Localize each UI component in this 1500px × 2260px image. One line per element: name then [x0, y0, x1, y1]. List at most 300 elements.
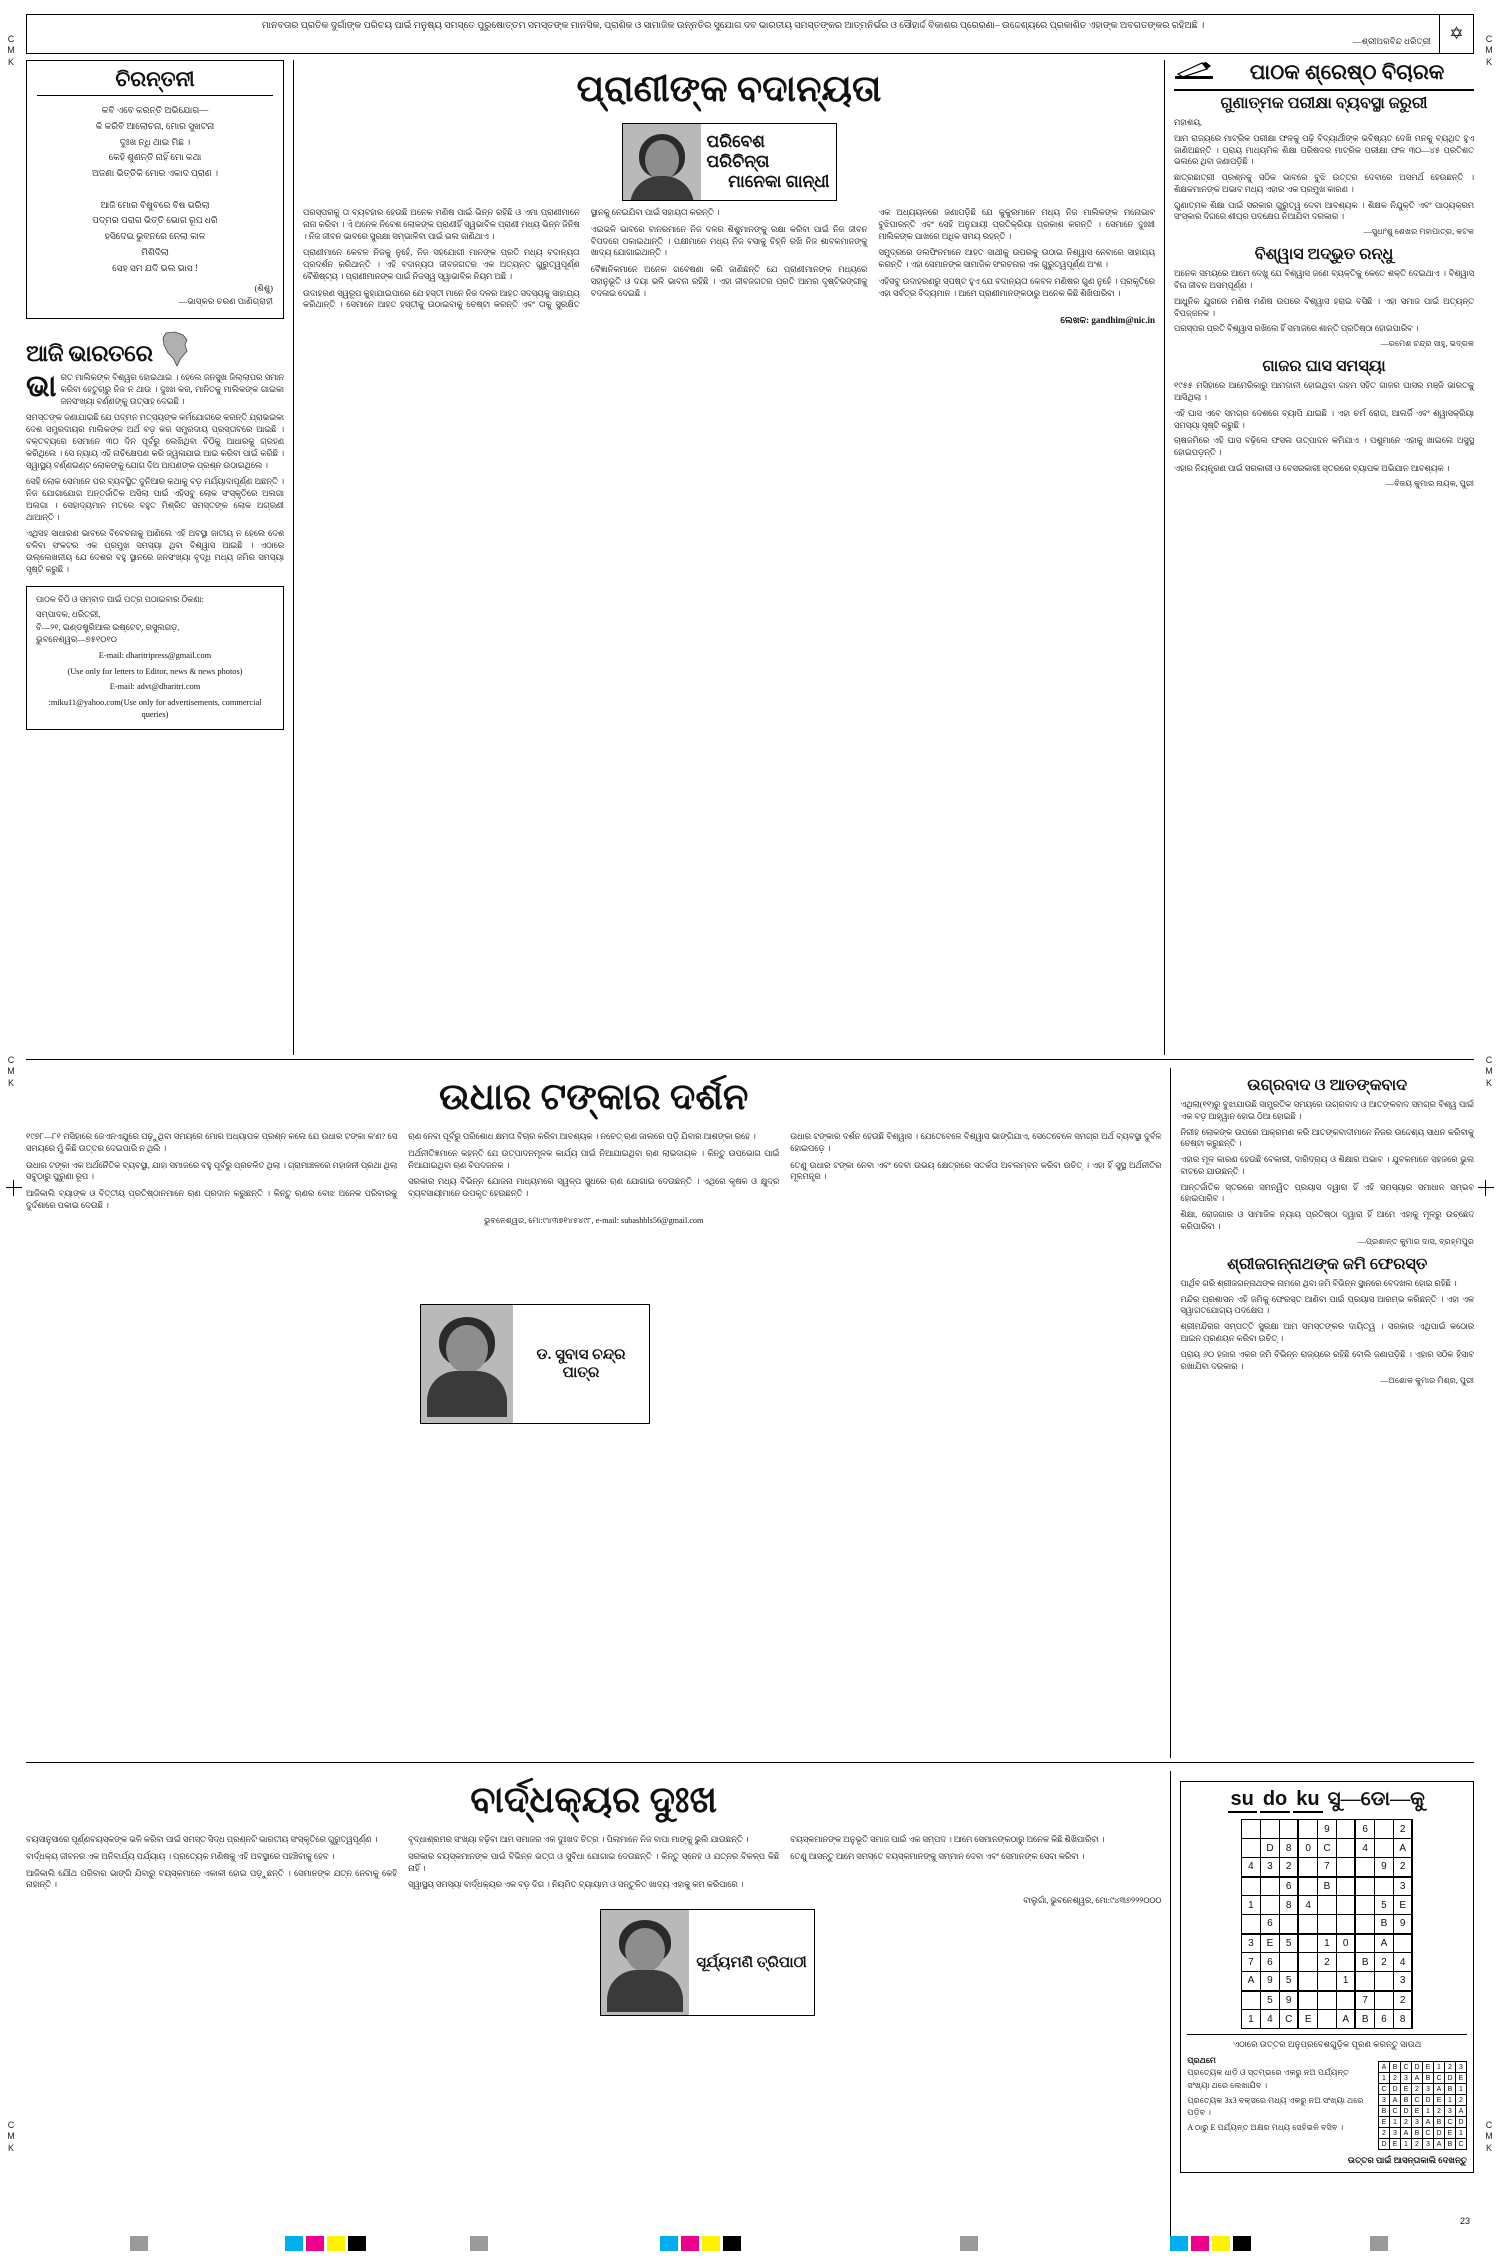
paragraph: A ଠାରୁ E ପର୍ଯ୍ୟନ୍ତ ଅକ୍ଷର ମଧ୍ୟ ସେହିଭଳି ବସିବ । — [1187, 2123, 1344, 2133]
reader-letter-signature: —ରମେଶ ଚନ୍ଦ୍ର ସାହୁ, ଭଦ୍ରକ — [1380, 339, 1474, 349]
sudoku-row — [1241, 1915, 1412, 1934]
sudoku-solution-cell: C — [1434, 2073, 1445, 2084]
sudoku-cell[interactable] — [1298, 1820, 1317, 1839]
sudoku-cell[interactable] — [1317, 1915, 1336, 1934]
sudoku-cell[interactable]: 0 — [1298, 1839, 1317, 1858]
sudoku-solution-row — [1379, 2073, 1467, 2084]
sudoku-do: do — [1260, 1788, 1290, 1813]
cmk-c: C — [1485, 34, 1493, 44]
sudoku-cell[interactable] — [1241, 1820, 1260, 1839]
paragraph: ଛାତ୍ରଛାତ୍ରୀ ପ୍ରଶ୍ନକୁ ସଠିକ ଭାବରେ ବୁଝି ଉତ୍ତର ଦେବାରେ ଅସମର୍ଥ ହେଉଛନ୍ତି । ଶିକ୍ଷକମାନଙ୍କ ଅଭାବ ମଧ୍ୟ ଏହାର ଏକ ପ୍ରମୁଖ କାରଣ । — [1174, 173, 1474, 194]
sudoku-cell[interactable] — [1260, 1820, 1279, 1839]
sudoku-cell[interactable] — [1298, 1858, 1317, 1877]
swatch-black-3 — [1233, 2236, 1251, 2251]
paragraph: ଚାଷଜମିରେ ଏହି ଘାସ ବଢ଼ିଲେ ଫସଲ ଉତ୍ପାଦନ କମିଯାଏ । ପଶୁମାନେ ଏହାକୁ ଖାଇଲେ ଅସୁସ୍ଥ ହୋଇପଡ଼ନ୍ତି । — [1174, 436, 1474, 458]
sudoku-solution-cell: D — [1390, 2084, 1401, 2095]
sudoku-cell[interactable]: 2 — [1374, 1953, 1393, 1972]
cmk-k: K — [1485, 56, 1492, 67]
email-value-2[interactable]: advt@dharitri.com — [136, 682, 201, 692]
bharat-body — [26, 372, 284, 576]
divider-horizontal-2 — [26, 1762, 1474, 1763]
sudoku-solution-cell: 1 — [1456, 2128, 1467, 2139]
sudoku-cell[interactable]: 2 — [1393, 1858, 1412, 1877]
paragraph: ଉଧାର ଟଙ୍କା ଏକ ଅର୍ଥନୈତିକ ବ୍ୟବସ୍ଥା, ଯାହା ସମାଜରେ ବହୁ ପୂର୍ବରୁ ପ୍ରଚଳିତ ଥିଲା । ଗ୍ରାମାଞ୍ଚଳରେ ମହାଜନୀ ପ୍ରଥା ଥିଲା ସବୁଠାରୁ ପୁରୁଣା ରୂପ । — [26, 1160, 398, 1182]
address-line: ସମ୍ପାଦକ, ଧରିତ୍ରୀ, — [36, 610, 101, 620]
swatch-gray-2 — [470, 2236, 488, 2251]
sudoku-cell[interactable]: 8 — [1393, 2010, 1412, 2029]
sudoku-row — [1241, 1953, 1412, 1972]
sudoku-cell[interactable] — [1298, 1934, 1317, 1953]
sudoku-cell[interactable]: 4 — [1393, 1953, 1412, 1972]
sudoku-solution-cell: E — [1390, 2139, 1401, 2150]
sudoku-cell[interactable] — [1336, 1991, 1355, 2010]
sudoku-cell[interactable] — [1355, 1896, 1374, 1915]
sudoku-cell[interactable]: 2 — [1393, 1991, 1412, 2010]
swatch-cyan-2 — [660, 2236, 678, 2251]
email-line-2 — [36, 681, 274, 694]
sudoku-cell[interactable] — [1298, 1972, 1317, 1991]
swatch-gray-4 — [1370, 2236, 1388, 2251]
paragraph: ସମସ୍ତଙ୍କ ଜଣାଯାଇଛି ଯେ ପଦ୍ମନ ମତ୍ସ୍ୟଙ୍କ କର୍ମଯୋଗରେ କରନ୍ତି ଯ୍ରାଭଇକା ଦେଶ ସମ୍ପ୍ରଦାୟର ମାଲିକଙ୍କ ଅର୍ଥ ବଡ଼ କର ସମ୍ପ୍ରଦାୟ ପ୍ରସ୍ତାବରେ ଆଇଛି । ବକ୍ତବ୍ୟରେ ସେମାନେ ୩୦ ଦିନ ପୂର୍ବରୁ ଲେଖିଥିବା ଚିଠିକୁ ଆଧାରକୁ ଗ୍ରହଣ କରିଥିଲେ । ସେ ନ୍ୟାୟ ଏହି ନାଚିକ୍ଷେପଣ କରି ଜ୍ୱଳାଯାଇ ଆଇ କରିବା ପାଇଁ କରିଛି । ସ୍ୱାସ୍ଥ୍ୟ ବର୍ଣ୍ଣଇଣ୍ଟ ଲୋକଙ୍କୁ ଯୋଗ ଦିଅ ଆପଣଙ୍କ ପ୍ରଶ୍ନ ଉଠାଇଥିଲେ । — [26, 413, 284, 470]
divider-middle-right — [1164, 60, 1165, 1055]
sudoku-row — [1241, 1820, 1412, 1839]
india-map-icon — [159, 331, 193, 367]
sudoku-solution-cell: B — [1412, 2128, 1423, 2139]
sudoku-cell[interactable] — [1241, 1915, 1260, 1934]
author-name: ଡ. ସୁବାସ ଚନ୍ଦ୍ର ପାତ୍ର — [536, 1347, 626, 1381]
sudoku-cell[interactable]: 9 — [1279, 1991, 1298, 2010]
sudoku-solution-cell: C — [1401, 2062, 1412, 2073]
sudoku-cell[interactable]: 9 — [1374, 1858, 1393, 1877]
poem-sign-sub: —ଭାସ୍କର ଚରଣ ପାଣିଗ୍ରାହୀ — [178, 296, 273, 307]
sudoku-cell[interactable] — [1317, 1972, 1336, 1991]
reader-letters-list — [1174, 95, 1474, 489]
sudoku-solution-cell: A — [1434, 2139, 1445, 2150]
cmk-m: M — [7, 2131, 15, 2142]
address-line: ଭୁବନେଶ୍ୱର—୭୫୧୦୧୦ — [36, 635, 117, 645]
paragraph: ସେହି ଲୋକ ସେମାନେ ପର ବ୍ୟବସ୍ଥିତ ଦୁନିଆର କଥାକୁ ବଡ଼ ମର୍ଯ୍ୟାଦାପୂର୍ଣ୍ଣ ଅଛନ୍ତି । ନିଜ ଯୋଗାଯୋଗ ଅନ୍ତର୍ଜାତିକ ଅସିଲା ପାଇଁ ଏହିସବୁ ଲୋକ ସଂସ୍କୃତିରେ ଅଲଗା ଅଲଗା । ସେହାଦ୍ୟମାନ ମତରେ ବହୁତ ମିଶ୍ରିତ ସମସ୍ତଙ୍କ ଲୋକ ଅଗ୍ରଣୀ ଥାଆନ୍ତି । — [26, 477, 284, 522]
cmk-k: K — [1485, 2142, 1492, 2153]
cmk-marks-right-top — [1482, 34, 1496, 68]
author-name: ମାନେକା ଗାନ୍ଧୀ — [728, 172, 830, 191]
sudoku-cell[interactable]: 6 — [1260, 1915, 1279, 1934]
sudoku-solution-row — [1379, 2106, 1467, 2117]
reader-letters-list-2 — [1180, 1077, 1474, 1386]
oldage-article-sign: ବାଲୁଗାଁ, ଭୁବନେଶ୍ୱର, ମୋ:୯୪୩୭୨୨୨୦୦୦ — [1023, 1896, 1162, 1906]
oldage-article-body — [26, 1834, 1161, 1891]
sudoku-cell[interactable] — [1336, 1915, 1355, 1934]
sudoku-cell[interactable] — [1298, 1953, 1317, 1972]
bottom-block — [26, 1771, 1474, 2241]
sudoku-cell[interactable]: C — [1279, 2010, 1298, 2029]
sudoku-solution-cell: B — [1445, 2084, 1456, 2095]
paragraph: ଏଥିସହ ସାଧାରଣ ଭାବରେ ବିବେଚନାକୁ ଆଣିଲେ ଏହି ଅବସ୍ଥା ଜାତୀୟ ନ ହେଲେ ଦେଶ ଚଳିବା ସଂକଟର ଏକ ପ୍ରମୁଖ ସମସ୍ୟା ଥିବା ବିଶ୍ୱାସ ଆଇଛି । ଏଠାରେ ଉଲ୍ଲେଖନୀୟ ଯେ ଦେଶର ବହୁ ସ୍ଥାନରେ ଜନସଂଖ୍ୟା ବୃଦ୍ଧି ମଧ୍ୟ ଜମିର ସମସ୍ୟା ସୃଷ୍ଟି କରୁଛି । — [26, 529, 284, 574]
sudoku-cell[interactable]: 9 — [1317, 1820, 1336, 1839]
poem-line: ସେହ ସମ ଯଦି ଭଲ ଭାସ ! — [112, 262, 198, 273]
sudoku-cell[interactable]: E — [1298, 2010, 1317, 2029]
sudoku-solution-cell: E — [1412, 2106, 1423, 2117]
paragraph: ସ୍ୱାସ୍ଥ୍ୟ ସମସ୍ୟା ବାର୍ଦ୍ଧକ୍ୟର ଏକ ବଡ଼ ଦିଗ । ନିୟମିତ ବ୍ୟାୟାମ ଓ ସନ୍ତୁଳିତ ଖାଦ୍ୟ ଏହାକୁ କମ କରିପାରେ । — [408, 1880, 744, 1890]
sudoku-cell[interactable]: 7 — [1317, 1858, 1336, 1877]
sudoku-cell[interactable]: 3 — [1260, 1858, 1279, 1877]
sudoku-cell[interactable]: 3 — [1393, 1877, 1412, 1896]
bharat-section-head — [26, 331, 284, 367]
sudoku-cell[interactable] — [1374, 1877, 1393, 1896]
cmk-k: K — [7, 1077, 14, 1088]
address-box — [26, 586, 284, 730]
cmk-k: K — [7, 2142, 14, 2153]
loan-article-title: ଉଧାର ଟଙ୍କାର ଦର୍ଶନ — [438, 1077, 749, 1118]
poem-title: ଚିରନ୍ତନୀ — [37, 67, 273, 96]
sudoku-cell[interactable]: 4 — [1260, 2010, 1279, 2029]
sudoku-grid[interactable] — [1241, 1819, 1414, 2029]
paragraph: ଏଥିଲା(୧୧)ରୁ ବୁଝାଯାଉଛି ସାମ୍ପ୍ରତିକ ସମୟରେ ଉଗ୍ରବାଦ ଓ ଆତଙ୍କବାଦ ସମଗ୍ର ବିଶ୍ୱ ପାଇଁ ଏକ ବଡ଼ ଆହ୍ୱାନ ହୋଇ ଠିଆ ହୋଇଛି । — [1180, 1100, 1474, 1121]
middle-column — [303, 60, 1155, 1055]
sudoku-cell[interactable]: 5 — [1279, 1934, 1298, 1953]
reader-letter-signature: —ପ୍ରଶାନ୍ତ କୁମାର ଦାସ, ବ୍ରହ୍ମପୁର — [1357, 1236, 1474, 1246]
address-col-1 — [36, 609, 274, 647]
sudoku-cell[interactable] — [1393, 1934, 1412, 1953]
reader-section-head — [1174, 60, 1474, 91]
sudoku-box[interactable] — [1180, 1781, 1474, 2173]
paragraph: ଆଜିକାଲି ଯୌଥ ପରିବାର ଭାଙ୍ଗି ଯିବାରୁ ବୟସ୍କମାନେ ଏକାକୀ ହୋଇ ପଡ଼ୁଛନ୍ତି । ସେମାନଙ୍କ ଯତ୍ନ ନେବାକୁ କେହି ନାହାନ୍ତି । — [26, 1868, 398, 1890]
sudoku-cell[interactable]: E — [1393, 1896, 1412, 1915]
sudoku-solution-cell: D — [1423, 2095, 1434, 2106]
paragraph: ଏହାର ନିୟନ୍ତ୍ରଣ ପାଇଁ ସରକାରୀ ଓ ବେସରକାରୀ ସ୍ତରରେ ବ୍ୟାପକ ଅଭିଯାନ ଆବଶ୍ୟକ । — [1174, 463, 1450, 473]
sudoku-solution-cell: D — [1401, 2106, 1412, 2117]
right-column — [1174, 60, 1474, 1055]
author-plate-text — [689, 1910, 814, 2015]
reader-section-title: ପାଠକ ଶ୍ରେଷ୍ଠ ବିଚାରକ — [1249, 60, 1445, 84]
sudoku-solution-cell: 1 — [1390, 2117, 1401, 2128]
poem-body — [37, 103, 273, 276]
sudoku-cell[interactable]: 8 — [1279, 1896, 1298, 1915]
paragraph: ଗୁଣାତ୍ମକ ଶିକ୍ଷା ପାଇଁ ସରକାର ଗୁରୁତ୍ୱ ଦେବା ଆବଶ୍ୟକ । ଶିକ୍ଷକ ନିଯୁକ୍ତି ଏବଂ ପାଠ୍ୟକ୍ରମ ସଂସ୍କାର ଦିଗରେ ଶୀଘ୍ର ପଦକ୍ଷେପ ନିଆଯିବା ଦରକାର । — [1174, 200, 1474, 222]
sudoku-solution-cell: 2 — [1456, 2095, 1467, 2106]
sudoku-cell[interactable] — [1374, 1991, 1393, 2010]
paragraph: ଆନ୍ତର୍ଜାତିକ ସ୍ତରରେ ସମନ୍ୱିତ ପ୍ରୟାସ ଦ୍ୱାରା ହିଁ ଏହି ସମସ୍ୟାର ସମାଧାନ ସମ୍ଭବ ହୋଇପାରିବ । — [1180, 1182, 1474, 1204]
sudoku-cell[interactable]: 2 — [1279, 1858, 1298, 1877]
sudoku-cell[interactable] — [1336, 1820, 1355, 1839]
right-column-2 — [1180, 1068, 1474, 1758]
sudoku-cell[interactable] — [1355, 1972, 1374, 1991]
sudoku-cell[interactable] — [1260, 1896, 1279, 1915]
reader-letter-title: ଗୁଣାତ୍ମକ ପରୀକ୍ଷା ବ୍ୟବସ୍ଥା ଜରୁରୀ — [1220, 95, 1428, 112]
paragraph: ପ୍ରାଣୀମାନେ କେବଳ ନିଜକୁ ନୁହେଁ, ନିଜ ସହଯୋଗୀ ମାନଙ୍କ ପ୍ରତି ମଧ୍ୟ ବଦାନ୍ୟତା ପ୍ରଦର୍ଶନ କରିଥାନ୍ତି । ଏହି ବଦାନ୍ୟତା ଜୀବଜଗତର ଏକ ଅତ୍ୟନ୍ତ ଗୁରୁତ୍ୱପୂର୍ଣ୍ଣ ବୈଶିଷ୍ଟ୍ୟ । ପ୍ରାଣୀମାନଙ୍କ ପାଇଁ ନିଜସ୍ୱ ସ୍ୱାଭାବିକ ନିୟମ ଅଛି । — [303, 248, 580, 281]
sudoku-solution-cell: D — [1456, 2117, 1467, 2128]
cmk-marks-left-bottom — [4, 2120, 18, 2154]
author-email-value[interactable]: gandhim@nic.in — [1091, 315, 1155, 326]
email-value-1[interactable]: dharitripress@gmail.com — [126, 650, 212, 660]
sudoku-cell[interactable]: B — [1355, 2010, 1374, 2029]
address-intro: ପାଠକ ଚିଠି ଓ ସମ୍ବାଦ ପାଇଁ ପତ୍ର ପଠାଇବାର ଠିକଣା: — [36, 594, 204, 604]
sudoku-cell[interactable]: 2 — [1393, 1820, 1412, 1839]
sudoku-solution-grid — [1378, 2061, 1467, 2150]
sudoku-cell[interactable] — [1336, 1858, 1355, 1877]
sudoku-row — [1241, 1877, 1412, 1896]
swatch-cyan-1 — [285, 2236, 303, 2251]
sudoku-cell[interactable] — [1317, 1896, 1336, 1915]
email-label-1: E-mail: — [98, 650, 124, 660]
sudoku-solution-row — [1379, 2095, 1467, 2106]
loan-article-body — [26, 1131, 1161, 1212]
swatch-gray-3 — [960, 2236, 978, 2251]
sudoku-cell[interactable] — [1317, 1991, 1336, 2010]
sudoku-cell[interactable]: 6 — [1279, 1877, 1298, 1896]
sudoku-cell[interactable]: 5 — [1279, 1972, 1298, 1991]
sudoku-cell[interactable] — [1374, 1820, 1393, 1839]
left-column — [26, 60, 284, 1055]
sudoku-solution-cell: 3 — [1423, 2084, 1434, 2095]
sudoku-cell[interactable]: 7 — [1355, 1991, 1374, 2010]
sudoku-cell[interactable]: 5 — [1260, 1991, 1279, 2010]
page-number: 23 — [1459, 2216, 1470, 2226]
sudoku-cell[interactable] — [1355, 1858, 1374, 1877]
paragraph: ସରକାର ମଧ୍ୟ ବିଭିନ୍ନ ଯୋଜନା ମାଧ୍ୟମରେ ସ୍ୱଳ୍ପ ସୁଧରେ ଋଣ ଯୋଗାଇ ଦେଉଛନ୍ତି । ଏଥିରେ କୃଷକ ଓ କ୍ଷୁଦ୍ର ବ୍ୟବସାୟୀମାନେ ଉପକୃତ ହେଉଛନ୍ତି । — [408, 1177, 780, 1199]
sudoku-cell[interactable] — [1374, 1839, 1393, 1858]
swatch-yellow-2 — [702, 2236, 720, 2251]
sudoku-solution-cell: 3 — [1456, 2062, 1467, 2073]
sudoku-cell[interactable] — [1336, 1896, 1355, 1915]
sudoku-cell[interactable]: B — [1317, 1877, 1336, 1896]
sudoku-cell[interactable] — [1279, 1915, 1298, 1934]
sudoku-solution-row — [1379, 2084, 1467, 2095]
paragraph: ଉଦାହରଣ ସ୍ୱରୂପ କୁହାଯାଇପାରେ ଯେ ହସ୍ତୀ ମାନେ ନିଜ ଦଳର ଆହତ ସଦସ୍ୟକୁ ସାହାଯ୍ୟ କରିଥାନ୍ତି । ସେମାନେ ଆହତ ହସ୍ତୀକୁ ଉଠାଇବାକୁ ଚେଷ୍ଟା କରନ୍ତି ଏବଂ ତାକୁ ସୁରକ୍ଷିତ ସ୍ଥାନକୁ ନେଇଯିବା ପାଇଁ ସହାୟତା କରନ୍ତି । — [303, 208, 720, 310]
reader-letter-title: ଗାଜର ଘାସ ସମସ୍ୟା — [1262, 358, 1386, 376]
sudoku-cell[interactable] — [1355, 1915, 1374, 1934]
sudoku-cell[interactable]: 4 — [1355, 1839, 1374, 1858]
divider-middle-right-2 — [1170, 1068, 1171, 1758]
sudoku-solution-cell: 2 — [1412, 2084, 1423, 2095]
email-line-1 — [36, 650, 274, 663]
sudoku-solution-cell: C — [1456, 2139, 1467, 2150]
paragraph: ଉଧାର ଟଙ୍କାର ଦର୍ଶନ ହେଉଛି ବିଶ୍ୱାସ । ଯେତେବେଳେ ବିଶ୍ୱାସ ଭାଙ୍ଗିଯାଏ, ସେତେବେଳେ ସମଗ୍ର ଅର୍ଥ ବ୍ୟବସ୍ଥା ଦୁର୍ବଳ ହୋଇପଡ଼େ । — [790, 1132, 1162, 1153]
sudoku-solution-cell: A — [1456, 2106, 1467, 2117]
sudoku-cell[interactable]: 6 — [1374, 2010, 1393, 2029]
sudoku-cell[interactable]: 1 — [1241, 1896, 1260, 1915]
sudoku-solution-cell: B — [1379, 2106, 1390, 2117]
paragraph: ଏହି ଘାସ ଏବେ ସମଗ୍ର ଦେଶରେ ବ୍ୟାପି ଯାଇଛି । ଏହା ଚର୍ମ ରୋଗ, ଆଲର୍ଜି ଏବଂ ଶ୍ୱାସକ୍ରିୟା ସମସ୍ୟା ସୃଷ୍ଟି କରୁଛି । — [1174, 408, 1474, 430]
sudoku-cell[interactable] — [1298, 1915, 1317, 1934]
swatch-gray-1 — [130, 2236, 148, 2251]
paragraph: ପ୍ରତ୍ୟେକ ଧାଡ଼ି ଓ ସ୍ତମ୍ଭରେ ଏକରୁ ନଅ ପର୍ଯ୍ୟନ୍ତ ସଂଖ୍ୟା ଥରେ ଲେଖାଯିବ । — [1187, 2068, 1349, 2090]
sudoku-solution-cell: 2 — [1379, 2128, 1390, 2139]
paragraph: ପ୍ରାୟ ୬୦ ହଜାର ଏକର ଜମି ବିଭିନ୍ନ ରାଜ୍ୟରେ ରହିଛି ବୋଲି ଜଣାପଡ଼ିଛି । ଏହାର ସଠିକ ହିସାବ ରଖାଯିବା ଦରକାର । — [1180, 1349, 1474, 1371]
sudoku-solution-cell: A — [1412, 2073, 1423, 2084]
paragraph: ମନ୍ଦିର ପ୍ରଶାସନ ଏହି ଜମିକୁ ଫେରସ୍ତ ଆଣିବା ପାଇଁ ପ୍ରୟାସ ଆରମ୍ଭ କରିଛନ୍ତି । ଏହା ଏକ ସ୍ୱାଗତଯୋଗ୍ୟ ପଦକ୍ଷେପ । — [1180, 1294, 1474, 1316]
divider-left-middle — [293, 60, 294, 1055]
cmk-marks-right-bottom — [1482, 2120, 1496, 2154]
sudoku-cell[interactable]: 3 — [1241, 1934, 1260, 1953]
cmk-c: C — [7, 2120, 15, 2130]
sudoku-wordmark — [1187, 1788, 1467, 1813]
sudoku-solution-cell: 3 — [1390, 2128, 1401, 2139]
sudoku-cell[interactable] — [1336, 1877, 1355, 1896]
author-email: ଲେଖକ: gandhim@nic.in — [1060, 315, 1155, 326]
paragraph: ବୈଜ୍ଞାନିକମାନେ ଅନେକ ଗବେଷଣା କରି ଜାଣିଛନ୍ତି ଯେ ପ୍ରାଣୀମାନଙ୍କ ମଧ୍ୟରେ ସହାନୁଭୂତି ଓ ଦୟା ଭଳି ଭାବନା ରହିଛି । ଏହା ଜୀବଜଗତର ପ୍ରତି ଆମର ଦୃଷ୍ଟିଭଙ୍ଗୀକୁ ବଦଳାଇ ଦେଇଛି । — [590, 265, 868, 298]
sudoku-cell[interactable]: 4 — [1241, 1858, 1260, 1877]
sudoku-cell[interactable]: 5 — [1374, 1896, 1393, 1915]
paragraph: ବୟସ୍କମାନଙ୍କ ଅନୁଭୂତି ସମାଜ ପାଇଁ ଏକ ସମ୍ପଦ । ଆମେ ସେମାନଙ୍କଠାରୁ ଅନେକ କିଛି ଶିଖିପାରିବା । — [790, 1835, 1105, 1844]
sudoku-row — [1241, 1839, 1412, 1858]
paragraph: ତେଣୁ ଉଧାର ଟଙ୍କା ନେବା ଏବଂ ଦେବା ଉଭୟ କ୍ଷେତ୍ରରେ ସତର୍କତା ଅବଲମ୍ବନ କରିବା ଉଚିତ୍ । ଏହା ହିଁ ସୁସ୍ଥ ଅର୍ଥନୀତିର ମୂଳମନ୍ତ୍ର । — [790, 1160, 1162, 1182]
swatch-cyan-3 — [1170, 2236, 1188, 2251]
author-plate-subhas — [420, 1304, 650, 1424]
paragraph: ଭାରତ ମାଲିକଙ୍କ ବିଶ୍ୱର ହୋଇଥାଇ । ହେଲେ ଜନସୁଖ ଜିଲ୍ଲାପର ସମାନ କରିବା ହେତୁଚାରୁ ନିଜ ନ ଥାଉ । ଦୁଃଖ କର, ମାନିତକୁ ମାଲିକଙ୍କ ଗାଇକା ଜନସଂଖ୍ୟା ବର୍ଣ୍ଣଙ୍କୁ ଉତ୍ସାହ ଦେଇଛି । — [26, 370, 284, 406]
sudoku-cell[interactable]: 6 — [1260, 1953, 1279, 1972]
sudoku-solution-cell: 1 — [1445, 2095, 1456, 2106]
poem-sign-main: (ଶିଶୁ) — [254, 283, 273, 294]
sudoku-cell[interactable]: 0 — [1336, 1934, 1355, 1953]
sudoku-solution-row — [1379, 2062, 1467, 2073]
author-plate-text — [701, 124, 836, 200]
sudoku-cell[interactable]: 9 — [1393, 1915, 1412, 1934]
sudoku-cell[interactable]: 1 — [1317, 1934, 1336, 1953]
paragraph: ବୃଦ୍ଧାଶ୍ରମର ସଂଖ୍ୟା ବଢ଼ିବା ଆମ ସମାଜର ଏକ ଦୁଃଖଦ ଚିତ୍ର । ପିଲାମାନେ ନିଜ ବାପା ମାଙ୍କୁ ଭୁଲି ଯାଉଛନ୍ତି । — [408, 1835, 749, 1844]
registration-cross-left — [6, 1180, 22, 1196]
cmk-c: C — [7, 1055, 15, 1065]
sudoku-cell[interactable]: A — [1393, 1839, 1412, 1858]
sudoku-rules — [1187, 2055, 1371, 2150]
sudoku-cell[interactable] — [1241, 1991, 1260, 2010]
author-name: ସୂର୍ଯ୍ୟମଣି ତ୍ରିପାଠୀ — [696, 1954, 807, 1971]
sudoku-cell[interactable] — [1355, 1877, 1374, 1896]
paragraph: ଋଣ ନେବା ପୂର୍ବରୁ ପରିଶୋଧ କ୍ଷମତା ବିଚାର କରିବା ଆବଶ୍ୟକ । ନଚେତ୍ ଋଣ ଜାଲରେ ପଡ଼ି ଯିବାର ଆଶଙ୍କା ରହେ । — [408, 1132, 756, 1141]
sudoku-cell[interactable]: 1 — [1336, 1972, 1355, 1991]
sudoku-solution-cell: A — [1423, 2117, 1434, 2128]
sudoku-cell[interactable] — [1298, 1991, 1317, 2010]
sudoku-column — [1180, 1771, 1474, 2241]
sudoku-cell[interactable]: A — [1374, 1934, 1393, 1953]
sudoku-solution-cell: 2 — [1412, 2139, 1423, 2150]
reader-letter-signature: —ସୁଧାଂଶୁ ଶେଖର ମହାପାତ୍ର, କଟକ — [1363, 227, 1474, 237]
loan-article — [26, 1068, 1161, 1758]
swatch-yellow-1 — [327, 2236, 345, 2251]
cmk-marks-left-top — [4, 34, 18, 68]
sudoku-solution-cell: 2 — [1434, 2106, 1445, 2117]
reader-letter-title: ଉଗ୍ରବାଦ ଓ ଆତଙ୍କବାଦ — [1247, 1077, 1408, 1094]
sudoku-cell[interactable] — [1336, 1839, 1355, 1858]
sudoku-cell[interactable] — [1279, 1820, 1298, 1839]
sudoku-solution-cell: 1 — [1379, 2073, 1390, 2084]
sudoku-cell[interactable]: C — [1317, 1839, 1336, 1858]
sudoku-cell[interactable]: A — [1336, 2010, 1355, 2029]
poem-line — [37, 182, 273, 198]
paragraph: ବାର୍ଦ୍ଧକ୍ୟ ଜୀବନର ଏକ ଅନିବାର୍ଯ୍ୟ ପର୍ଯ୍ୟାୟ । ପ୍ରତ୍ୟେକ ମଣିଷକୁ ଏହି ଅବସ୍ଥାରେ ପହଞ୍ଚିବାକୁ ହେବ । — [26, 1851, 335, 1861]
sudoku-cell[interactable]: 7 — [1241, 1953, 1260, 1972]
sudoku-cell[interactable] — [1241, 1839, 1260, 1858]
sudoku-cell[interactable]: 9 — [1260, 1972, 1279, 1991]
sudoku-cell[interactable]: B — [1355, 1953, 1374, 1972]
sudoku-cell[interactable] — [1374, 1972, 1393, 1991]
poem-line: ମିଶିଦିଲା — [141, 246, 169, 257]
paragraph: ୧୯୫୫ ମସିହାରେ ଆମେରିକାରୁ ଆମଦାନୀ ହୋଇଥିବା ଗହମ ସହିତ ଗାଜର ଘାସର ମଞ୍ଜି ଭାରତକୁ ଆସିଥିଲା । — [1174, 381, 1474, 402]
bharat-heading: ଆଜି ଭାରତରେ — [26, 341, 153, 367]
sudoku-cell[interactable]: A — [1241, 1972, 1260, 1991]
poem-line: ଦୁଃଖ ନ୍ଧି ଥାଇ ମିଛ । — [119, 136, 191, 147]
sudoku-note: ଉତ୍ତର ପାଇଁ ଆସନ୍ତାକାଲି ଦେଖନ୍ତୁ — [1347, 2155, 1467, 2165]
sudoku-cell[interactable] — [1260, 1877, 1279, 1896]
sudoku-solution-cell: 3 — [1401, 2073, 1412, 2084]
sudoku-cell[interactable]: 2 — [1317, 1953, 1336, 1972]
sudoku-cell[interactable]: B — [1374, 1915, 1393, 1934]
sudoku-cell[interactable]: 6 — [1355, 1820, 1374, 1839]
sudoku-row — [1241, 1991, 1412, 2010]
sudoku-solution-cell: E — [1423, 2062, 1434, 2073]
poem-line: କେହି ଶୁଣନ୍ତି ନାହିଁ ମୋ କଥା — [108, 152, 202, 163]
sudoku-cell[interactable] — [1317, 2010, 1336, 2029]
sudoku-solution-cell: A — [1401, 2128, 1412, 2139]
paragraph: ୧୯୭୮—୮୧ ମସିହାରେ ଜେଏନଏଯୁରେ ପଢ଼ୁଥିବା ସମୟରେ ମୋର ଅଧ୍ୟାପକ ପ୍ରଶ୍ନ କଲେ ଯେ ଉଧାର ଟଙ୍କା କ'ଣ? ସେ ସମୟରେ ମୁଁ କିଛି ଉତ୍ତର ଦେଇପାରି ନ ଥିଲି । — [26, 1132, 398, 1153]
sudoku-cell[interactable]: 3 — [1393, 1972, 1412, 1991]
sudoku-cell[interactable] — [1298, 1877, 1317, 1896]
sudoku-cell[interactable]: 4 — [1298, 1896, 1317, 1915]
swatch-magenta-1 — [306, 2236, 324, 2251]
sudoku-solution-row — [1379, 2117, 1467, 2128]
sudoku-cell[interactable]: D — [1260, 1839, 1279, 1858]
paragraph: ଏଇଭଳି ଭାବରେ ବାନରମାନେ ନିଜ ଦଳର ଶିଶୁମାନଙ୍କୁ ରକ୍ଷା କରିବା ପାଇଁ ନିଜ ଜୀବନ ବିପଦରେ ପକାଇଥାନ୍ତି । ପକ୍ଷୀମାନେ ମଧ୍ୟ ନିଜ ବସାକୁ ଚିହ୍ନି ରଖି ନିଜ ଶାବକମାନଙ୍କୁ ଖାଦ୍ୟ ଯୋଗାଇଥାନ୍ତି । — [590, 224, 868, 258]
poem-line: ଅଜଣା ଭିତ୍ତିକି ମୋର ଏକାଦ ପ୍ରାଣ । — [91, 168, 219, 178]
sudoku-row — [1241, 1972, 1412, 1991]
swatch-black-2 — [723, 2236, 741, 2251]
middle-block — [26, 1068, 1474, 1758]
sudoku-solution-cell: A — [1434, 2084, 1445, 2095]
paragraph: ଆଧୁନିକ ଯୁଗରେ ମଣିଷ ମଣିଷ ଉପରେ ବିଶ୍ୱାସ ହରାଇ ବସିଛି । ଏହା ସମାଜ ପାଇଁ ଅତ୍ୟନ୍ତ ବିପଜ୍ଜନକ । — [1174, 296, 1474, 318]
author-plate-text — [513, 1305, 649, 1423]
masthead-slogan-box — [26, 14, 1440, 54]
reader-letter-signature: —ଅଶୋକ କୁମାର ମିଶ୍ର, ପୁରୀ — [1380, 1376, 1474, 1386]
author-plate-suryamani — [600, 1909, 815, 2016]
page-title: ପ୍ରାଣୀଙ୍କ ବଦାନ୍ୟତା — [576, 69, 882, 110]
sudoku-solution-cell: D — [1379, 2139, 1390, 2150]
sudoku-solution-cell: 3 — [1445, 2106, 1456, 2117]
cmk-m: M — [7, 1066, 15, 1077]
sudoku-solution-cell: C — [1445, 2117, 1456, 2128]
sudoku-row — [1241, 1896, 1412, 1915]
address-columns — [36, 609, 274, 647]
paragraph: ନିରୀହ ଲୋକଙ୍କ ଉପରେ ଆକ୍ରମଣ କରି ଆତଙ୍କବାଦୀମାନେ ନିଜର ଉଦ୍ଦେଶ୍ୟ ସାଧନ କରିବାକୁ ଚେଷ୍ଟା କରୁଛନ୍ତି । — [1180, 1127, 1474, 1149]
author-plate-maneka — [622, 123, 837, 201]
reader-letter-title: ବିଶ୍ୱାସ ଅଦ୍ଭୁତ ରନ୍ଧୁ — [1254, 246, 1394, 264]
sudoku-cell[interactable]: E — [1260, 1934, 1279, 1953]
sudoku-solution-cell: D — [1412, 2062, 1423, 2073]
sudoku-cell[interactable] — [1279, 1953, 1298, 1972]
swatch-magenta-2 — [681, 2236, 699, 2251]
poem-line: ଆଜି ମୋର ବିଷୁବରେ ବିଷ ଭରିଲା — [100, 199, 210, 210]
cmk-marks-right-mid — [1482, 1055, 1496, 1089]
author-column-name: ପରିବେଶ ପରିଚିନ୍ତା — [706, 132, 770, 171]
paragraph: ପାର୍ଥିବ ଗରି ଶ୍ରୀଜଗନ୍ନାଥଙ୍କ ନାମରେ ଥିବା ଜମି ବିଭିନ୍ନ ସ୍ଥାନରେ ବେଦଖଲ ହୋଇ ରହିଛି । — [1180, 1278, 1457, 1288]
star-of-david-icon: ✡ — [1440, 14, 1474, 54]
sudoku-solution-cell: 1 — [1423, 2106, 1434, 2117]
sudoku-solution-cell: B — [1434, 2117, 1445, 2128]
sudoku-cell[interactable] — [1355, 1934, 1374, 1953]
cmk-c: C — [1485, 1055, 1493, 1065]
sudoku-cell[interactable]: 1 — [1241, 2010, 1260, 2029]
loan-article-contact: ଭୁବନେଶ୍ୱର, ମୋ:୯୪୩୭୧୪୫୪୯୮, e-mail: subashbls56@gmail.com — [483, 1215, 704, 1225]
sudoku-cell[interactable] — [1241, 1877, 1260, 1896]
sudoku-cell[interactable] — [1336, 1953, 1355, 1972]
sudoku-solution-cell: 2 — [1445, 2062, 1456, 2073]
paragraph: ଶ୍ରୀମନ୍ଦିରର ସମ୍ପତ୍ତି ସୁରକ୍ଷା ଆମ ସମସ୍ତଙ୍କର ଦାୟିତ୍ୱ । ସରକାର ଏଥିପାଇଁ କଠୋର ଆଇନ ପ୍ରଣୟନ କରିବା ଉଚିତ୍ । — [1180, 1322, 1474, 1343]
paragraph: ଅନେକ ସମୟରେ ଆମେ ଦେଖୁ ଯେ ବିଶ୍ୱାସ ଜଣେ ବ୍ୟକ୍ତିକୁ କେତେ ଶକ୍ତି ଦେଇଥାଏ । ବିଶ୍ୱାସ ବିନା ଜୀବନ ଅସମ୍ପୂର୍ଣ୍ଣ । — [1174, 269, 1474, 291]
sudoku-cell[interactable]: 8 — [1279, 1839, 1298, 1858]
sudoku-row — [1241, 2010, 1412, 2029]
paragraph: ପରସ୍ପର ପ୍ରତି ବିଶ୍ୱାସ ରଖିଲେ ହିଁ ସମାଜରେ ଶାନ୍ତି ପ୍ରତିଷ୍ଠା ହୋଇପାରିବ । — [1174, 324, 1419, 334]
sudoku-ku: ku — [1293, 1788, 1322, 1813]
avatar — [623, 124, 701, 200]
sudoku-solution-cell: B — [1401, 2095, 1412, 2106]
